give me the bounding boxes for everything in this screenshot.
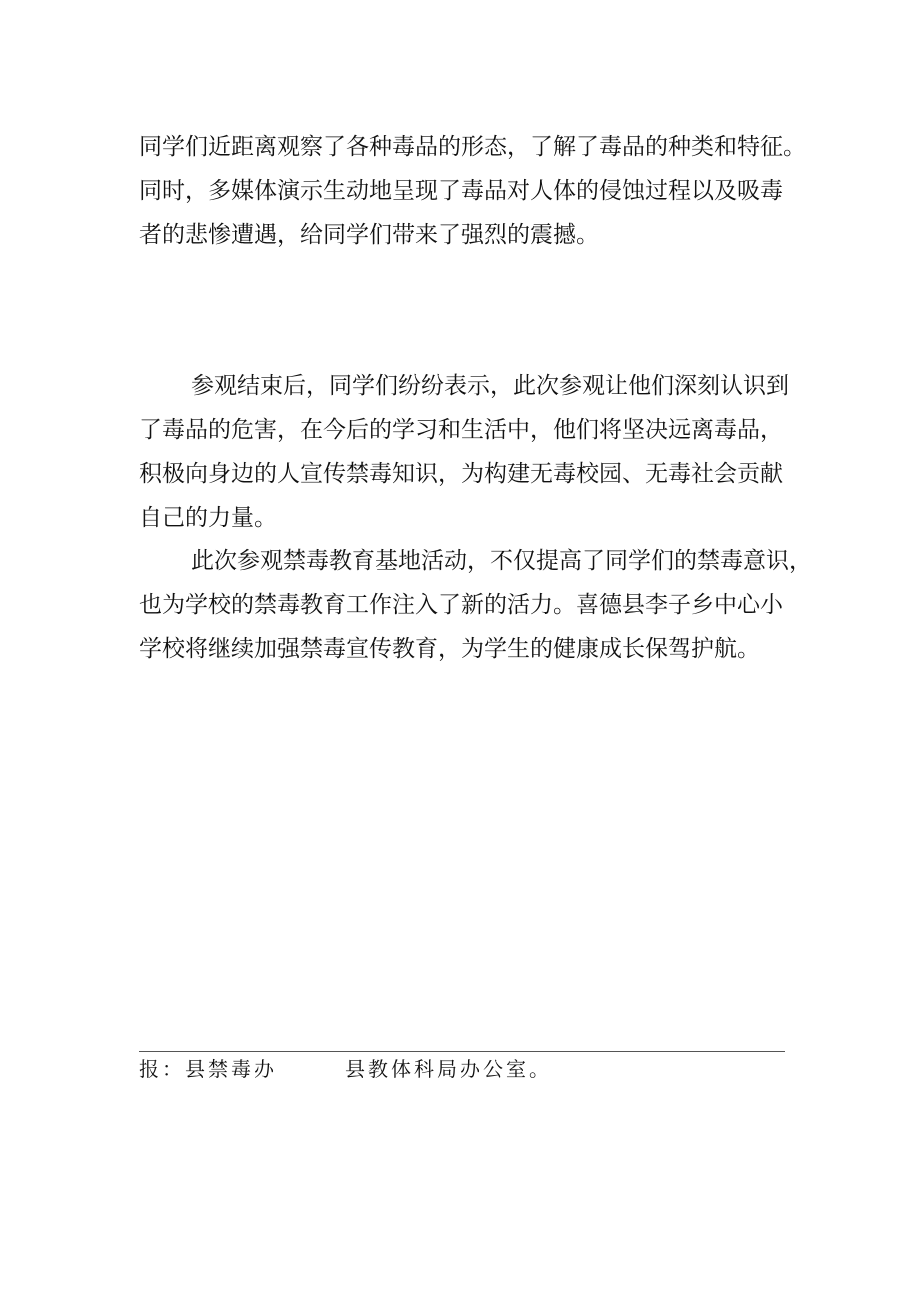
footer-report-to: 报：县禁毒办 (139, 1057, 277, 1081)
paragraph-2-line-3: 积极向身边的人宣传禁毒知识，为构建无毒校园、无毒社会贡献 (139, 461, 783, 487)
paragraph-3-line-3: 学校将继续加强禁毒宣传教育，为学生的健康成长保驾护航。 (139, 636, 760, 662)
paragraph-1-line-2: 同时，多媒体演示生动地呈现了毒品对人体的侵蚀过程以及吸毒 (139, 178, 783, 204)
paragraph-2-line-1: 参观结束后，同学们纷纷表示，此次参观让他们深刻认识到 (191, 373, 789, 399)
paragraph-1-line-1: 同学们近距离观察了各种毒品的形态，了解了毒品的种类和特征。 (139, 134, 806, 160)
paragraph-1-line-3: 者的悲惨遭遇，给同学们带来了强烈的震撼。 (139, 222, 599, 248)
paragraph-2-line-4: 自己的力量。 (139, 505, 277, 531)
paragraph-3-line-1: 此次参观禁毒教育基地活动，不仅提高了同学们的禁毒意识， (191, 548, 812, 574)
paragraph-3-line-2: 也为学校的禁毒教育工作注入了新的活力。喜德县李子乡中心小 (139, 592, 783, 618)
footer-recipient: 县教体科局办公室。 (345, 1057, 552, 1081)
footer-divider (139, 1051, 785, 1052)
paragraph-2-line-2: 了毒品的危害，在今后的学习和生活中，他们将坚决远离毒品， (139, 417, 783, 443)
